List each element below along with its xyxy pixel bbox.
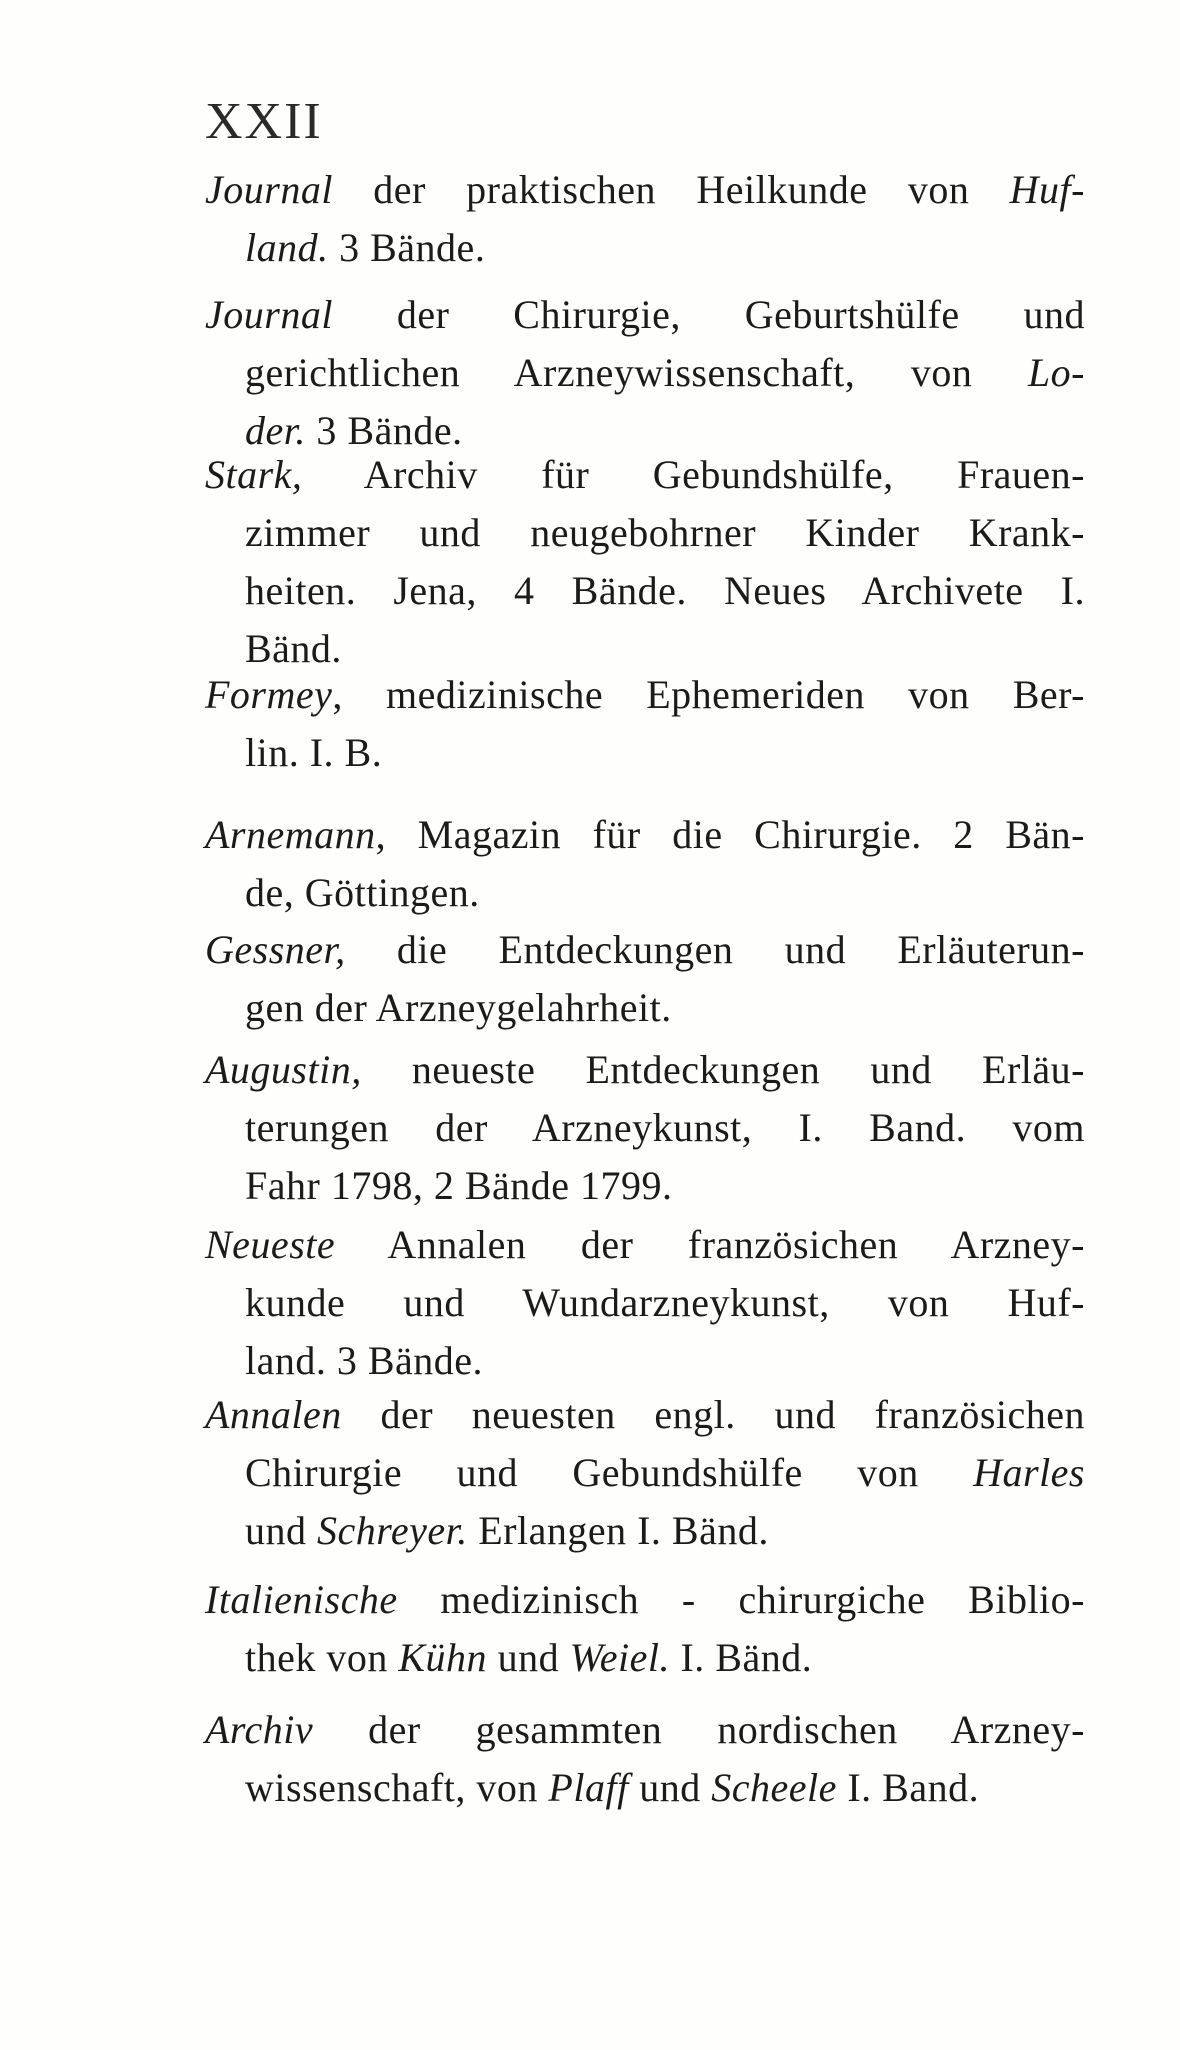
- entry-line: [205, 292, 1085, 337]
- entry-line: [245, 1338, 484, 1383]
- entry-line: [245, 870, 480, 915]
- italic-text: Plaff: [548, 1765, 629, 1810]
- italic-text: Kühn: [398, 1635, 488, 1680]
- text: 3 Bände.: [328, 225, 486, 270]
- entry-line: [245, 568, 1085, 613]
- text: Fahr 1798, 2 Bände 1799.: [245, 1163, 673, 1208]
- text: der gesammten nordischen Arzney-: [313, 1707, 1085, 1752]
- italic-text: Scheele: [711, 1765, 837, 1810]
- italic-text: land.: [245, 225, 329, 270]
- entry-line: [245, 1765, 980, 1810]
- entry-line: [245, 1450, 1085, 1495]
- text: der neuesten engl. und französichen: [341, 1392, 1085, 1437]
- text: gen der Arzneygelahrheit.: [245, 985, 672, 1030]
- text: lin. I. B.: [245, 730, 383, 775]
- entry-line: [245, 626, 342, 671]
- text: I. Band.: [836, 1765, 980, 1810]
- text: und: [487, 1635, 570, 1680]
- entry-line: [245, 1635, 813, 1680]
- text: medizinisch - chirurgiche Biblio-: [397, 1577, 1085, 1622]
- entry-line: [205, 1222, 1085, 1267]
- entry-line: [245, 1105, 1085, 1150]
- text: land. 3 Bände.: [245, 1338, 484, 1383]
- text: Erlangen I. Bänd.: [467, 1508, 769, 1553]
- text: heiten. Jena, 4 Bände. Neues Archivete I.: [245, 568, 1085, 613]
- entry-line: [205, 167, 1085, 212]
- entry-line: [245, 1508, 769, 1553]
- entry-line: [245, 985, 672, 1030]
- text: 3 Bände.: [305, 408, 463, 453]
- entry-line: [205, 452, 1085, 497]
- entry-line: [205, 1047, 1085, 1092]
- italic-text: Schreyer.: [317, 1508, 468, 1553]
- text: Bänd.: [245, 626, 342, 671]
- italic-text: Harles: [973, 1450, 1085, 1495]
- entry-line: [245, 730, 383, 775]
- italic-text: Huf-: [1009, 167, 1085, 212]
- entry-line: [245, 1280, 1085, 1325]
- text: und: [628, 1765, 712, 1810]
- italic-text: Journal: [205, 167, 333, 212]
- italic-text: Weiel.: [569, 1635, 670, 1680]
- text: Archiv für Gebundshülfe, Frauen-: [302, 452, 1085, 497]
- entry-line: [245, 408, 463, 453]
- entry-line: [205, 1707, 1085, 1752]
- entry-line: [245, 225, 486, 270]
- text: der praktischen Heilkunde von: [332, 167, 1010, 212]
- text: , Magazin für die Chirurgie. 2 Bän-: [375, 812, 1085, 857]
- text: gerichtlichen Arzneywissenschaft, von: [245, 350, 1028, 395]
- entry-line: [205, 1577, 1085, 1622]
- italic-text: Formey: [205, 672, 333, 717]
- italic-text: Lo-: [1027, 350, 1085, 395]
- text: und: [245, 1508, 317, 1553]
- entry-line: [245, 510, 1085, 555]
- entry-line: [245, 1163, 673, 1208]
- italic-text: Journal: [205, 292, 333, 337]
- entry-line: [205, 1392, 1085, 1437]
- text: kunde und Wundarzneykunst, von Huf-: [245, 1280, 1085, 1325]
- italic-text: der.: [245, 408, 306, 453]
- italic-text: Gessner,: [205, 927, 346, 972]
- text: die Entdeckungen und Erläuterun-: [345, 927, 1085, 972]
- text: neueste Entdeckungen und Erläu-: [361, 1047, 1085, 1092]
- italic-text: Italienische: [205, 1577, 398, 1622]
- text: , medizinische Ephemeriden von Ber-: [332, 672, 1085, 717]
- text: wissenschaft, von: [245, 1765, 549, 1810]
- italic-text: Annalen: [205, 1392, 342, 1437]
- text: terungen der Arzneykunst, I. Band. vom: [245, 1105, 1085, 1150]
- italic-text: Archiv: [205, 1707, 314, 1752]
- text: der Chirurgie, Geburtshülfe und: [332, 292, 1085, 337]
- italic-text: Stark,: [205, 452, 303, 497]
- text: Annalen der französichen Arzney-: [335, 1222, 1085, 1267]
- italic-text: Neueste: [205, 1222, 336, 1267]
- entry-line: [205, 927, 1085, 972]
- text: thek von: [245, 1635, 399, 1680]
- italic-text: Augustin,: [205, 1047, 362, 1092]
- entry-line: [205, 672, 1085, 717]
- text: zimmer und neugebohrner Kinder Krank-: [245, 510, 1085, 555]
- italic-text: Arnemann: [205, 812, 376, 857]
- text: I. Bänd.: [669, 1635, 813, 1680]
- text: de, Göttingen.: [245, 870, 480, 915]
- entry-line: [245, 350, 1085, 395]
- text: Chirurgie und Gebundshülfe von: [245, 1450, 974, 1495]
- page-number-header: XXII: [205, 93, 323, 150]
- entry-line: [205, 812, 1085, 857]
